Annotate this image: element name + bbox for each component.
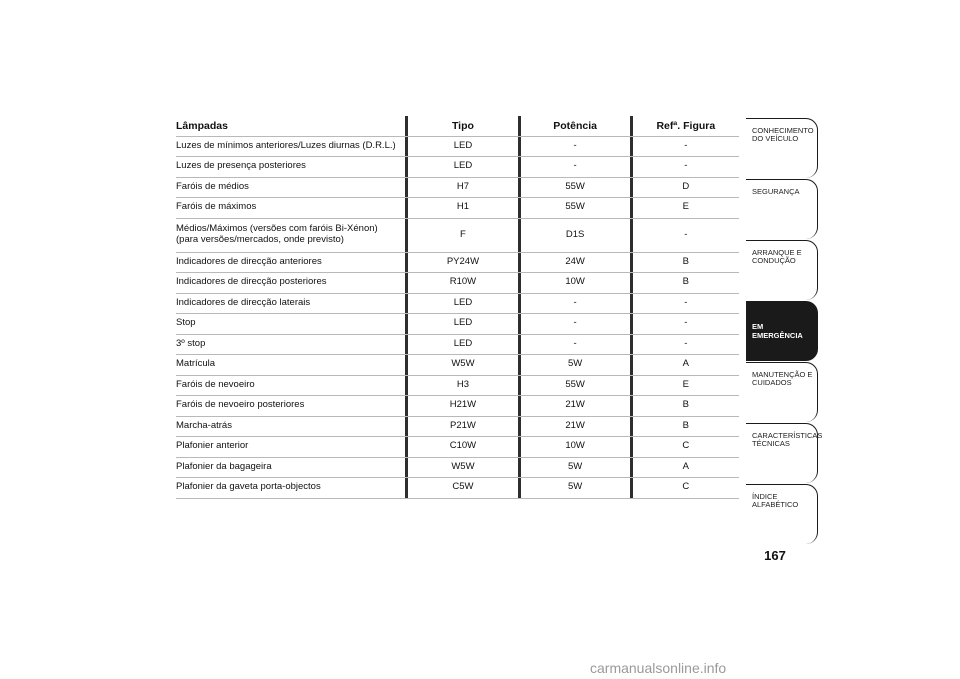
lamp-name-cell (176, 253, 405, 273)
lamp-name-cell (176, 273, 405, 293)
lamp-name-cell (176, 478, 405, 498)
lamp-power-cell: - (573, 139, 577, 151)
header-tipo: Tipo (451, 119, 474, 132)
lamp-type-cell: LED (453, 317, 473, 329)
page-number: 167 (764, 548, 786, 563)
lamp-name-line: Faróis de nevoeiro posteriores (176, 399, 305, 411)
figure-ref-cell: B (682, 276, 690, 288)
lamp-name-line: Plafonier da bagageira (176, 460, 272, 472)
lamp-name-cell (176, 396, 405, 416)
lamp-name-line: Luzes de mínimos anteriores/Luzes diurnas (D.R.L.) (176, 139, 396, 151)
figure-ref-cell: E (682, 378, 690, 390)
header-ref-figura: Refª. Figura (656, 119, 716, 132)
lamp-name-cell (176, 294, 405, 314)
lamp-power-cell: 10W (565, 440, 585, 452)
lamp-type-cell: W5W (451, 460, 475, 472)
figure-ref-cell: C (682, 440, 690, 452)
lamp-power-cell: 21W (565, 399, 585, 411)
figure-ref-cell: D (682, 180, 690, 192)
figure-ref-cell: - (684, 139, 688, 151)
figure-ref-cell: - (684, 160, 688, 172)
lamp-name-line: 3º stop (176, 337, 206, 349)
lamp-type-cell: PY24W (446, 255, 480, 267)
figure-ref-cell: B (682, 399, 690, 411)
lamp-type-cell: W5W (451, 358, 475, 370)
lamp-name-line: Indicadores de direcção laterais (176, 296, 311, 308)
table-row (176, 294, 739, 315)
tab-em-emergência[interactable]: EM EMERGÊNCIA (746, 301, 818, 361)
lamp-power-cell: 55W (565, 378, 585, 390)
lamp-type-cell: C10W (449, 440, 477, 452)
lamp-power-cell: 5W (568, 481, 583, 493)
header-lampadas: Lâmpadas (176, 119, 228, 132)
figure-ref-cell: E (682, 201, 690, 213)
lamp-name-line: Stop (176, 317, 196, 329)
figure-ref-cell: B (682, 255, 690, 267)
table-header-row (176, 116, 739, 137)
lamp-name-cell (176, 137, 405, 157)
lamp-type-cell: R10W (449, 276, 477, 288)
lamp-name-line: Luzes de presença posteriores (176, 160, 306, 172)
lamp-name-line: Plafonier da gaveta porta-objectos (176, 481, 321, 493)
lamp-type-cell: H1 (456, 201, 470, 213)
lamp-name-line: Marcha-atrás (176, 419, 232, 431)
lamp-power-cell: 55W (565, 201, 585, 213)
table-row (176, 417, 739, 438)
figure-ref-cell: B (682, 419, 690, 431)
lamp-type-cell: H7 (456, 180, 470, 192)
lamp-name-line: Indicadores de direcção anteriores (176, 255, 322, 267)
figure-ref-cell: - (684, 337, 688, 349)
lamp-type-cell: H21W (449, 399, 477, 411)
lamp-power-cell: - (573, 160, 577, 172)
lamp-power-cell: - (573, 296, 577, 308)
table-row (176, 273, 739, 294)
lamp-name-line: (para versões/mercados, onde previsto) (176, 234, 344, 245)
lamp-name-line: Faróis de máximos (176, 201, 257, 213)
table-row (176, 376, 739, 397)
lamp-name-cell (176, 198, 405, 218)
lamp-name-cell (176, 458, 405, 478)
lamp-table (176, 116, 739, 499)
tab-características-técnicas[interactable]: CARACTERÍSTICAS TÉCNICAS (746, 423, 818, 483)
table-row (176, 157, 739, 178)
table-row (176, 178, 739, 199)
table-row (176, 198, 739, 219)
table-row (176, 458, 739, 479)
lamp-type-cell: LED (453, 296, 473, 308)
table-row (176, 314, 739, 335)
lamp-type-cell: LED (453, 139, 473, 151)
lamp-power-cell: 55W (565, 180, 585, 192)
table-row (176, 478, 739, 499)
figure-ref-cell: - (684, 228, 688, 240)
table-row (176, 335, 739, 356)
table-body (176, 137, 739, 499)
tab-segurança[interactable]: SEGURANÇA (746, 179, 818, 239)
figure-ref-cell: - (684, 296, 688, 308)
tab-conhecimento-do-veículo[interactable]: CONHECIMENTO DO VEÍCULO (746, 118, 818, 178)
lamp-name-cell (176, 417, 405, 437)
lamp-power-cell: 24W (565, 255, 585, 267)
lamp-type-cell: H3 (456, 378, 470, 390)
tab-manutenção-e-cuidados[interactable]: MANUTENÇÃO E CUIDADOS (746, 362, 818, 422)
lamp-type-cell: P21W (450, 419, 476, 431)
lamp-name-cell (176, 437, 405, 457)
lamp-power-cell: 10W (565, 276, 585, 288)
figure-ref-cell: A (682, 460, 690, 472)
lamp-name-cell (176, 178, 405, 198)
lamp-name-cell (176, 355, 405, 375)
lamp-name-line: Plafonier anterior (176, 440, 249, 452)
table-row (176, 253, 739, 274)
lamp-name-line: Indicadores de direcção posteriores (176, 276, 327, 288)
figure-ref-cell: - (684, 317, 688, 329)
figure-ref-cell: A (682, 358, 690, 370)
figure-ref-cell: C (682, 481, 690, 493)
tab-índice-alfabético[interactable]: ÍNDICE ALFABÉTICO (746, 484, 818, 544)
table-row (176, 396, 739, 417)
lamp-name-cell (176, 335, 405, 355)
tab-arranque-e-condução[interactable]: ARRANQUE E CONDUÇÃO (746, 240, 818, 300)
lamp-name-line: Faróis de nevoeiro (176, 378, 255, 390)
lamp-type-cell: F (460, 228, 466, 240)
lamp-power-cell: 5W (568, 460, 583, 472)
lamp-name-line: Médios/Máximos (versões com faróis Bi-Xénon) (176, 223, 378, 235)
lamp-name-cell (176, 376, 405, 396)
lamp-power-cell: - (573, 337, 577, 349)
lamp-type-cell: LED (453, 337, 473, 349)
lamp-power-cell: - (573, 317, 577, 329)
lamp-power-cell: 21W (565, 419, 585, 431)
table-row (176, 137, 739, 158)
lamp-type-cell: LED (453, 160, 473, 172)
lamp-name-cell (176, 219, 405, 252)
header-potencia: Potência (553, 119, 598, 132)
lamp-power-cell: D1S (565, 228, 585, 240)
lamp-name-line: Matrícula (176, 358, 216, 370)
lamp-type-cell: C5W (452, 481, 474, 493)
watermark: carmanualsonline.info (590, 660, 727, 676)
lamp-power-cell: 5W (568, 358, 583, 370)
table-row (176, 355, 739, 376)
section-tabs (746, 118, 823, 545)
lamp-name-cell (176, 157, 405, 177)
table-row (176, 219, 739, 253)
lamp-name-cell (176, 314, 405, 334)
table-row (176, 437, 739, 458)
lamp-name-line: Faróis de médios (176, 180, 249, 192)
